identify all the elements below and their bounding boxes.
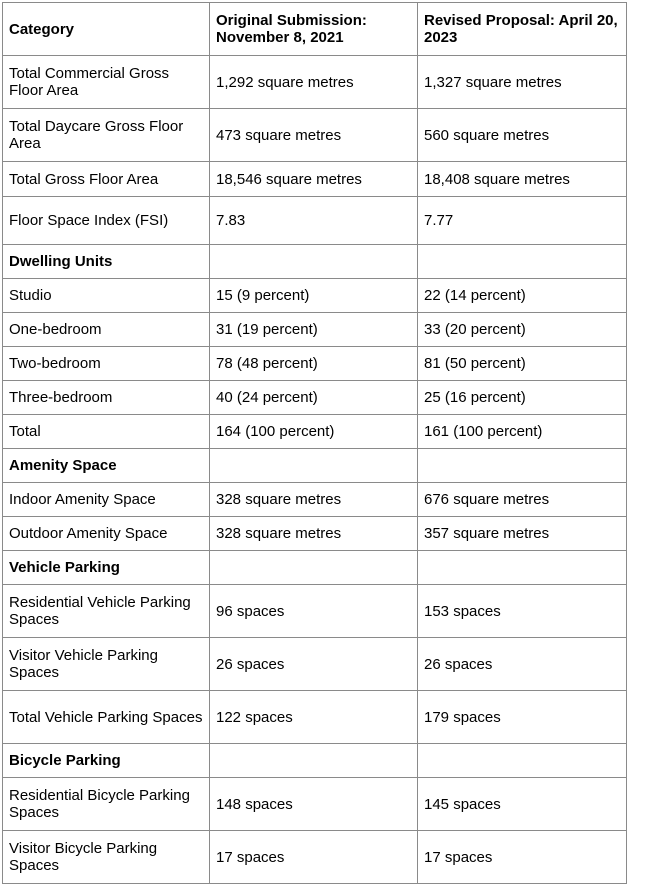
cell-revised: 18,408 square metres <box>418 162 627 197</box>
cell-category: Visitor Vehicle Parking Spaces <box>3 638 210 691</box>
section-heading: Dwelling Units <box>3 245 210 279</box>
table-row <box>3 347 627 381</box>
cell-category: Floor Space Index (FSI) <box>3 197 210 245</box>
cell-revised: 1,327 square metres <box>418 56 627 109</box>
header-original-submission: Original Submission: November 8, 2021 <box>210 3 418 56</box>
table-row <box>3 162 627 197</box>
cell-category: Total Vehicle Parking Spaces <box>3 691 210 744</box>
cell-original: 40 (24 percent) <box>210 381 418 415</box>
cell-revised: 676 square metres <box>418 483 627 517</box>
header-revised-proposal: Revised Proposal: April 20, 2023 <box>418 3 627 56</box>
cell-category: Studio <box>3 279 210 313</box>
cell-category: Residential Vehicle Parking Spaces <box>3 585 210 638</box>
table-row <box>3 197 627 245</box>
cell-revised: 33 (20 percent) <box>418 313 627 347</box>
table-row <box>3 585 627 638</box>
table-row <box>3 415 627 449</box>
table-row <box>3 778 627 831</box>
section-row-bicycle-parking <box>3 744 627 778</box>
section-heading: Amenity Space <box>3 449 210 483</box>
cell-revised: 161 (100 percent) <box>418 415 627 449</box>
cell-category: One-bedroom <box>3 313 210 347</box>
cell-revised <box>418 245 627 279</box>
table-row <box>3 691 627 744</box>
cell-category: Total Commercial Gross Floor Area <box>3 56 210 109</box>
cell-original: 164 (100 percent) <box>210 415 418 449</box>
section-row-vehicle-parking <box>3 551 627 585</box>
cell-category: Two-bedroom <box>3 347 210 381</box>
cell-original <box>210 551 418 585</box>
cell-original <box>210 449 418 483</box>
cell-category: Total Gross Floor Area <box>3 162 210 197</box>
cell-category: Outdoor Amenity Space <box>3 517 210 551</box>
cell-revised <box>418 449 627 483</box>
cell-revised: 17 spaces <box>418 831 627 884</box>
cell-category: Three-bedroom <box>3 381 210 415</box>
cell-revised <box>418 744 627 778</box>
cell-original <box>210 245 418 279</box>
cell-revised: 7.77 <box>418 197 627 245</box>
section-row-amenity-space <box>3 449 627 483</box>
cell-original: 31 (19 percent) <box>210 313 418 347</box>
table-row <box>3 109 627 162</box>
table-row <box>3 483 627 517</box>
cell-category: Indoor Amenity Space <box>3 483 210 517</box>
cell-original: 18,546 square metres <box>210 162 418 197</box>
section-heading: Vehicle Parking <box>3 551 210 585</box>
cell-original: 7.83 <box>210 197 418 245</box>
cell-revised: 25 (16 percent) <box>418 381 627 415</box>
cell-revised: 153 spaces <box>418 585 627 638</box>
cell-revised: 145 spaces <box>418 778 627 831</box>
cell-revised: 357 square metres <box>418 517 627 551</box>
comparison-table <box>2 2 627 884</box>
cell-original: 148 spaces <box>210 778 418 831</box>
table-row <box>3 381 627 415</box>
table-row <box>3 313 627 347</box>
cell-original: 473 square metres <box>210 109 418 162</box>
cell-revised: 560 square metres <box>418 109 627 162</box>
cell-original: 122 spaces <box>210 691 418 744</box>
cell-original: 26 spaces <box>210 638 418 691</box>
cell-original: 1,292 square metres <box>210 56 418 109</box>
cell-revised <box>418 551 627 585</box>
cell-original: 328 square metres <box>210 483 418 517</box>
cell-original: 17 spaces <box>210 831 418 884</box>
table-row <box>3 638 627 691</box>
cell-original: 15 (9 percent) <box>210 279 418 313</box>
cell-revised: 22 (14 percent) <box>418 279 627 313</box>
table-row <box>3 279 627 313</box>
cell-category: Total <box>3 415 210 449</box>
header-category: Category <box>3 3 210 56</box>
cell-category: Visitor Bicycle Parking Spaces <box>3 831 210 884</box>
section-heading: Bicycle Parking <box>3 744 210 778</box>
cell-category: Total Daycare Gross Floor Area <box>3 109 210 162</box>
cell-original: 328 square metres <box>210 517 418 551</box>
cell-category: Residential Bicycle Parking Spaces <box>3 778 210 831</box>
cell-revised: 81 (50 percent) <box>418 347 627 381</box>
table-row <box>3 831 627 884</box>
cell-original: 78 (48 percent) <box>210 347 418 381</box>
section-row-dwelling-units <box>3 245 627 279</box>
table-header-row <box>3 3 627 56</box>
cell-revised: 179 spaces <box>418 691 627 744</box>
cell-revised: 26 spaces <box>418 638 627 691</box>
cell-original <box>210 744 418 778</box>
table-row <box>3 56 627 109</box>
cell-original: 96 spaces <box>210 585 418 638</box>
table-row <box>3 517 627 551</box>
